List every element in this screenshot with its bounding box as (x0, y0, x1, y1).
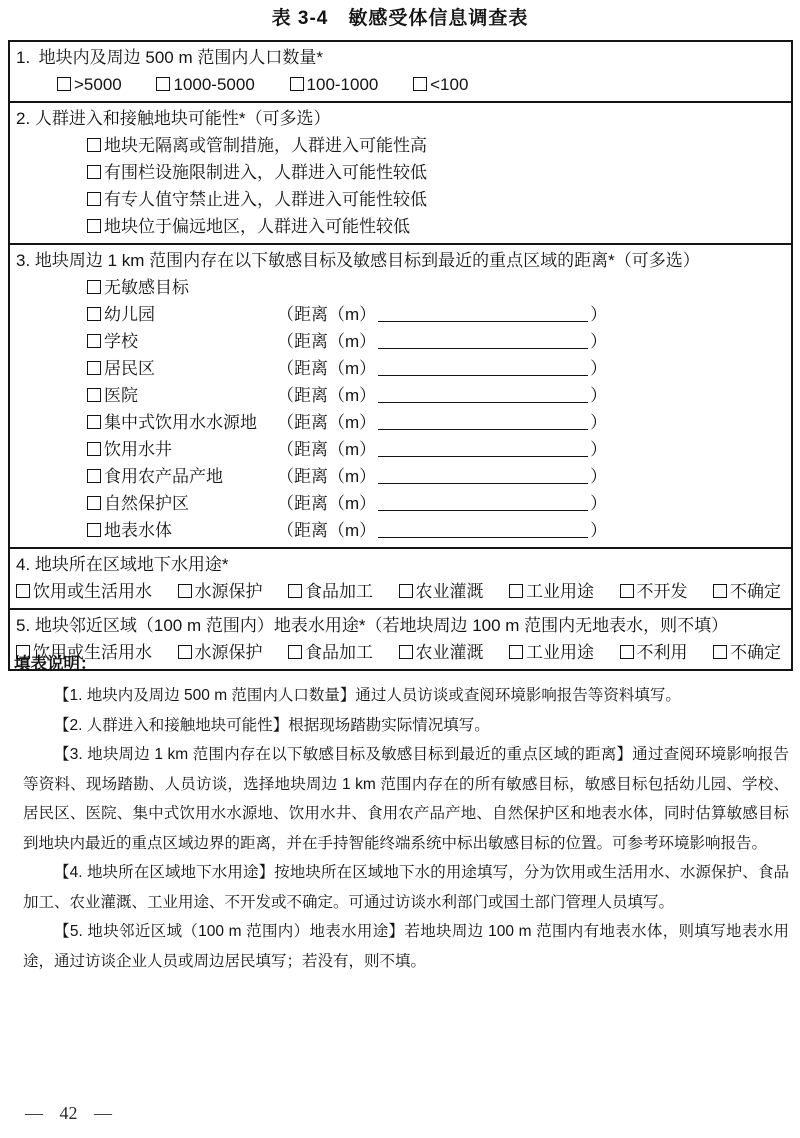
option-label: 地块位于偏远地区，人群进入可能性较低 (104, 217, 410, 236)
target-row-school (10, 328, 791, 355)
distance-label: （距离（m） (277, 521, 377, 540)
note-item-2: 【2. 人群进入和接触地块可能性】根据现场踏勘实际情况填写。 (54, 716, 490, 734)
distance-field (277, 467, 607, 486)
page-title: 表 3-4 敏感受体信息调查表 (271, 8, 529, 29)
distance-field (277, 305, 607, 324)
section-3-heading: 3. 地块周边 1 km 范围内存在以下敏感目标及敏感目标到最近的重点区域的距离*（可多选） (16, 251, 700, 270)
checkbox-kindergarten[interactable] (87, 307, 101, 321)
section-1-options (10, 71, 791, 98)
checkbox-no-isolation[interactable] (87, 138, 101, 152)
option-label: 地块无隔离或管制措施，人群进入可能性高 (104, 136, 427, 155)
option-no-sensitive-target (10, 274, 791, 301)
checkbox-school[interactable] (87, 334, 101, 348)
target-row-residential (10, 355, 791, 382)
distance-field (277, 440, 607, 459)
option-gw-source-protection (178, 578, 263, 605)
checkbox-gw-undeveloped[interactable] (620, 584, 634, 598)
section-4-heading: 4. 地块所在区域地下水用途* (16, 555, 229, 574)
note-item-4: 【4. 地块所在区域地下水用途】按地块所在区域地下水的用途填写，分为饮用或生活用水、水源保护、食品加工、农业灌溉、工业用途、不开发或不确定。可通过访谈水利部门或国土部门管理人员填写。 (23, 864, 789, 911)
option-gw-industrial (509, 578, 594, 605)
option-gw-uncertain (713, 578, 781, 605)
distance-field (277, 494, 607, 513)
target-label: 居民区 (104, 359, 155, 378)
distance-input-line[interactable] (378, 441, 588, 457)
target-row-drinking-well (10, 436, 791, 463)
distance-input-line[interactable] (378, 333, 588, 349)
distance-field (277, 413, 607, 432)
checkbox-fence-limited[interactable] (87, 165, 101, 179)
checkbox-guarded-forbidden[interactable] (87, 192, 101, 206)
target-row-agri-product-area (10, 463, 791, 490)
target-label: 地表水体 (104, 521, 172, 540)
checkbox-surface-water[interactable] (87, 523, 101, 537)
distance-close-paren: ） (590, 521, 608, 540)
target-row-kindergarten (10, 301, 791, 328)
distance-input-line[interactable] (378, 495, 588, 511)
checkbox-gw-irrigation[interactable] (399, 584, 413, 598)
distance-close-paren: ） (590, 494, 608, 513)
distance-close-paren: ） (590, 332, 608, 351)
option-label: 不开发 (636, 582, 688, 601)
checkbox-pop-gt5000[interactable] (57, 77, 71, 91)
target-label: 医院 (104, 386, 138, 405)
option-label: 食品加工 (305, 582, 373, 601)
section-sensitive-targets (10, 243, 791, 547)
distance-field (277, 386, 607, 405)
option-label: 有专人值守禁止进入，人群进入可能性较低 (104, 190, 427, 209)
distance-close-paren: ） (590, 359, 608, 378)
option-label: 不确定 (730, 643, 781, 662)
checkbox-agri-product-area[interactable] (87, 469, 101, 483)
note-item-1: 【1. 地块内及周边 500 m 范围内人口数量】通过人员访谈或查阅环境影响报告等资料填写。 (54, 687, 681, 704)
option-label: >5000 (74, 75, 122, 94)
option-label: 工业用途 (526, 643, 594, 662)
option-label: 工业用途 (526, 582, 594, 601)
distance-field (277, 521, 607, 540)
option-guarded-forbidden (10, 186, 791, 213)
option-gw-irrigation (399, 578, 484, 605)
distance-label: （距离（m） (277, 359, 377, 378)
target-row-nature-reserve (10, 490, 791, 517)
note-item-5: 【5. 地块邻近区域（100 m 范围内）地表水用途】若地块周边 100 m 范围内有地表水体，则填写地表水用途，通过访谈企业人员或周边居民填写；若没有，则不填。 (23, 923, 789, 970)
checkbox-pop-lt100[interactable] (413, 77, 427, 91)
option-label: 有围栏设施限制进入，人群进入可能性较低 (104, 163, 427, 182)
distance-input-line[interactable] (378, 306, 588, 322)
page-number: — 42 — (25, 1103, 112, 1123)
option-label: 不确定 (730, 582, 781, 601)
checkbox-gw-source-protection[interactable] (178, 584, 192, 598)
section-4-options (10, 578, 791, 605)
option-label: 饮用或生活用水 (33, 643, 152, 662)
instructions-heading: 填表说明： (14, 655, 97, 673)
distance-field (277, 359, 607, 378)
target-label: 饮用水井 (104, 440, 172, 459)
checkbox-hospital[interactable] (87, 388, 101, 402)
survey-form-table (8, 40, 793, 671)
checkbox-gw-uncertain[interactable] (713, 584, 727, 598)
option-label: <100 (430, 75, 469, 94)
section-access-possibility (10, 101, 791, 243)
section-groundwater-use (10, 547, 791, 608)
distance-close-paren: ） (590, 413, 608, 432)
checkbox-gw-food-processing[interactable] (288, 584, 302, 598)
option-label: 饮用或生活用水 (33, 582, 152, 601)
target-label: 自然保护区 (104, 494, 189, 513)
target-row-central-drinking-water-source (10, 409, 791, 436)
option-fence-limited (10, 159, 791, 186)
section-population (10, 42, 791, 101)
distance-label: （距离（m） (277, 413, 377, 432)
checkbox-gw-drinking[interactable] (16, 584, 30, 598)
distance-close-paren: ） (590, 440, 608, 459)
checkbox-no-sensitive-target[interactable] (87, 280, 101, 294)
target-row-hospital (10, 382, 791, 409)
distance-close-paren: ） (590, 386, 608, 405)
target-row-surface-water (10, 517, 791, 544)
note-item-3: 【3. 地块周边 1 km 范围内存在以下敏感目标及敏感目标到最近的重点区域的距离】通过查阅环境影响报告等资料、现场踏勘、人员访谈，选择地块周边 1 km 范围内存在的所有敏感目标，敏感目标包括幼儿园、学校、居民区、医院、集中式饮用水水源地、饮用水井、食用农产品产地、自然保护区和地表水体，同时估算敏感目标到地块内最近的重点区域边界的距离，并在手持智能终端系统中标出敏感目标的位置。可参考环境影响报告。 (23, 746, 789, 852)
option-gw-undeveloped (620, 578, 688, 605)
section-2-heading: 2. 人群进入和接触地块可能性*（可多选） (16, 109, 331, 128)
option-label: 农业灌溉 (415, 643, 484, 662)
option-gw-food-processing (288, 578, 373, 605)
distance-close-paren: ） (590, 467, 608, 486)
checkbox-residential-area[interactable] (87, 361, 101, 375)
distance-close-paren: ） (590, 305, 608, 324)
option-label: 100-1000 (306, 75, 379, 94)
option-no-isolation (10, 132, 791, 159)
option-label: 农业灌溉 (415, 582, 484, 601)
distance-label: （距离（m） (277, 386, 377, 405)
distance-input-line[interactable] (378, 468, 588, 484)
option-label: 水源保护 (194, 582, 263, 601)
distance-input-line[interactable] (378, 360, 588, 376)
checkbox-pop-1000-5000[interactable] (156, 77, 170, 91)
option-label: 不利用 (636, 643, 688, 662)
distance-label: （距离（m） (277, 332, 377, 351)
distance-input-line[interactable] (378, 522, 588, 538)
option-label: 食品加工 (305, 643, 373, 662)
option-population-100-1000 (290, 75, 379, 94)
distance-field (277, 332, 607, 351)
form-instructions (14, 650, 789, 976)
distance-input-line[interactable] (378, 414, 588, 430)
section-1-heading: 1. 地块内及周边 500 m 范围内人口数量* (16, 48, 323, 67)
target-label: 学校 (104, 332, 138, 351)
option-population-gt5000 (57, 75, 122, 94)
option-label: 1000-5000 (173, 75, 255, 94)
checkbox-gw-industrial[interactable] (509, 584, 523, 598)
checkbox-pop-100-1000[interactable] (290, 77, 304, 91)
distance-label: （距离（m） (277, 494, 377, 513)
distance-input-line[interactable] (378, 387, 588, 403)
section-5-heading: 5. 地块邻近区域（100 m 范围内）地表水用途*（若地块周边 100 m 范围内无地表水，则不填） (16, 616, 729, 635)
option-population-1000-5000 (156, 75, 254, 94)
option-remote-area (10, 213, 791, 240)
target-label: 食用农产品产地 (104, 467, 223, 486)
distance-label: （距离（m） (277, 305, 377, 324)
option-population-lt100 (413, 75, 468, 94)
checkbox-remote-area[interactable] (87, 219, 101, 233)
checkbox-drinking-well[interactable] (87, 442, 101, 456)
option-label: 无敏感目标 (104, 278, 189, 297)
checkbox-central-drinking-water-source[interactable] (87, 415, 101, 429)
distance-label: （距离（m） (277, 467, 377, 486)
checkbox-nature-reserve[interactable] (87, 496, 101, 510)
option-gw-drinking (16, 578, 152, 605)
option-label: 水源保护 (194, 643, 263, 662)
target-label: 集中式饮用水水源地 (104, 413, 257, 432)
target-label: 幼儿园 (104, 305, 155, 324)
distance-label: （距离（m） (277, 440, 377, 459)
